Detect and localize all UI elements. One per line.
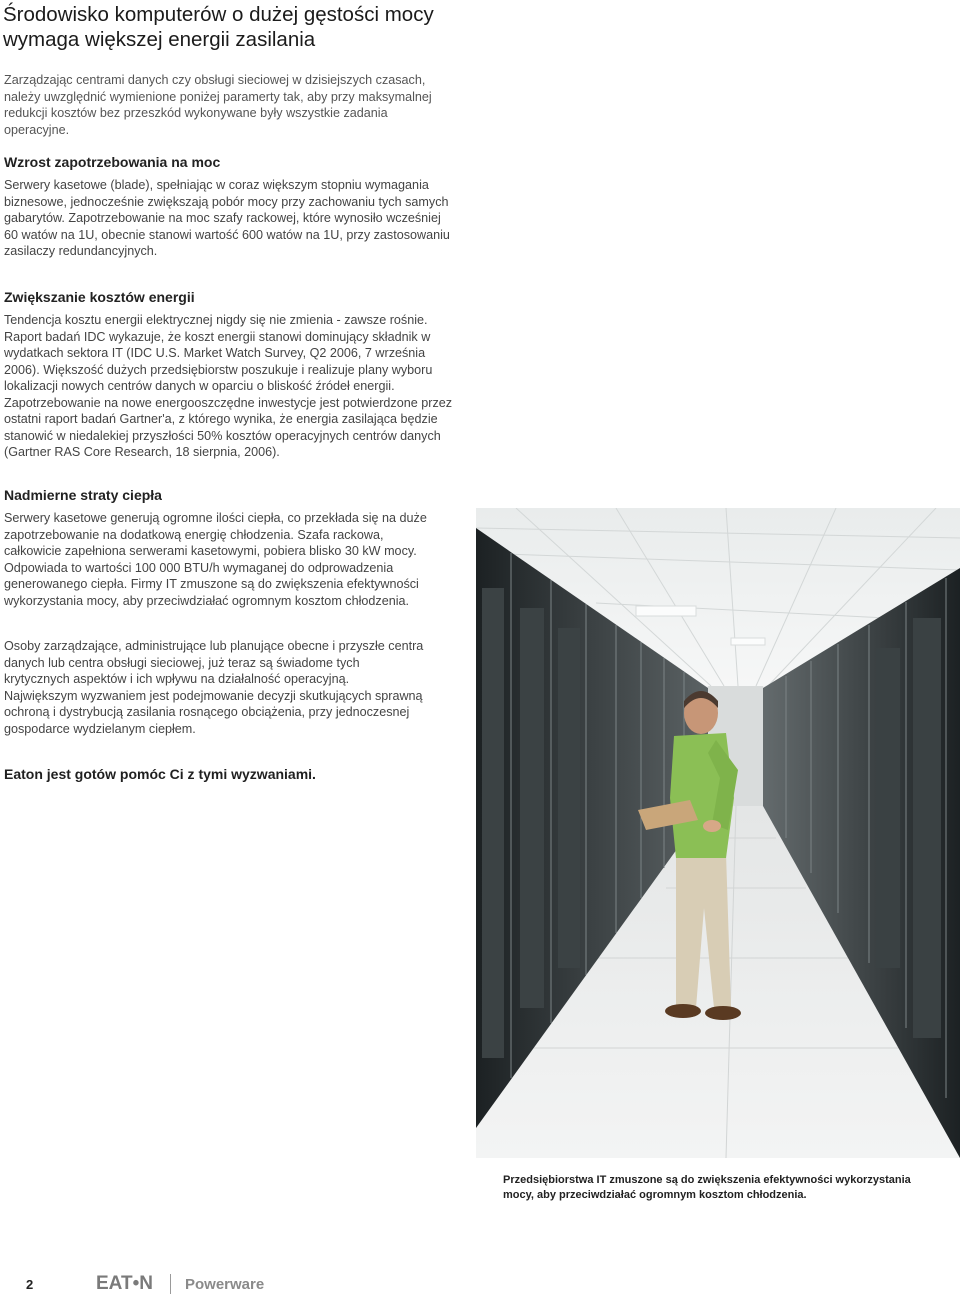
photo-caption: Przedsiębiorstwa IT zmuszone są do zwiększenia efektywności wykorzystania mocy, aby przeciwdziałać ogromnym kosztom chłodzenia. [503,1174,911,1201]
intro-paragraph: Zarządzając centrami danych czy obsługi sieciowej w dzisiejszych czasach, należy uwzględnić wymienione poniżej paramerty tak, aby przy maksymalnej redukcji kosztów bez przeszkód wykonywane były wszystkie zadania operacyjne. [4,73,432,137]
section-energy-costs [4,289,454,461]
eaton-logo: EAT•N [96,1273,153,1294]
section-heading: Wzrost zapotrzebowania na moc [4,154,221,170]
managers-paragraph: Osoby zarządzające, administrujące lub planujące obecne i przyszłe centra danych lub centra obsługi sieciowej, już teraz są świadome tych krytycznych aspektów i ich wpływu na działalność operacyjną. Największym wyzwaniem jest podejmowanie decyzji skutkujących sprawną ochroną i dystrybucją zasilania rosnącego obciążenia, przy jednoczesnej gospodarce wydzielanym ciepłem. [4,639,424,736]
section-heat-losses [4,487,429,609]
logo-divider [170,1274,171,1294]
section-body: Serwery kasetowe (blade), spełniając w coraz większym stopniu wymagania biznesowe, jednocześnie zwiększają pobór mocy przy zachowaniu tych samych gabarytów. Zapotrzebowanie na moc szafy rackowej, które wynosiło wcześniej 60 watów na 1U, obecnie stanowi wartość 600 watów na 1U, przy zastosowaniu zasilaczy redundancyjnych. [4,178,450,258]
page-title: Środowisko komputerów o dużej gęstości mocy wymaga większej energii zasilania [3,3,434,51]
section-heading: Zwiększanie kosztów energii [4,289,195,305]
section-power-demand [4,154,454,260]
section-body: Serwery kasetowe generują ogromne ilości ciepła, co przekłada się na duże zapotrzebowanie na dodatkową energię chłodzenia. Szafa rackowa, całkowicie zapełniona serwerami kasetowymi, pobiera blisko 30 kW mocy. Odpowiada to wartości 100 000 BTU/h wymaganej do odprowadzenia generowanego ciepła. Firmy IT zmuszone są do zwiększenia efektywności wykorzystania mocy, aby przeciwdziałać ogromnym kosztom chłodzenia. [4,511,427,608]
eaton-callout: Eaton jest gotów pomóc Ci z tymi wyzwaniami. [4,766,316,782]
powerware-logo: Powerware [185,1276,265,1293]
section-heading: Nadmierne straty ciepła [4,487,162,503]
data-center-photo [476,508,960,1158]
section-body: Tendencja kosztu energii elektrycznej nigdy się nie zmienia - zawsze rośnie. Raport badań IDC wykazuje, że koszt energii stanowi dominujący składnik w wydatkach sektora IT (IDC U.S. Market Watch Survey, Q2 2006, 7 września 2006). Większość dużych przedsiębiorstw poszukuje i realizuje plany wyboru lokalizacji nowych centrów danych w oparciu o bliskość źródeł energii. Zapotrzebowanie na nowe energooszczędne inwestycje jest potwierdzone przez ostatni raport badań Gartner'a, z którego wynika, że energia zasilająca będzie stanowić w niedalekiej przyszłości 50% kosztów operacyjnych centrów danych (Gartner RAS Core Research, 18 sierpnia, 2006). [4,313,453,459]
page-number: 2 [26,1277,34,1292]
